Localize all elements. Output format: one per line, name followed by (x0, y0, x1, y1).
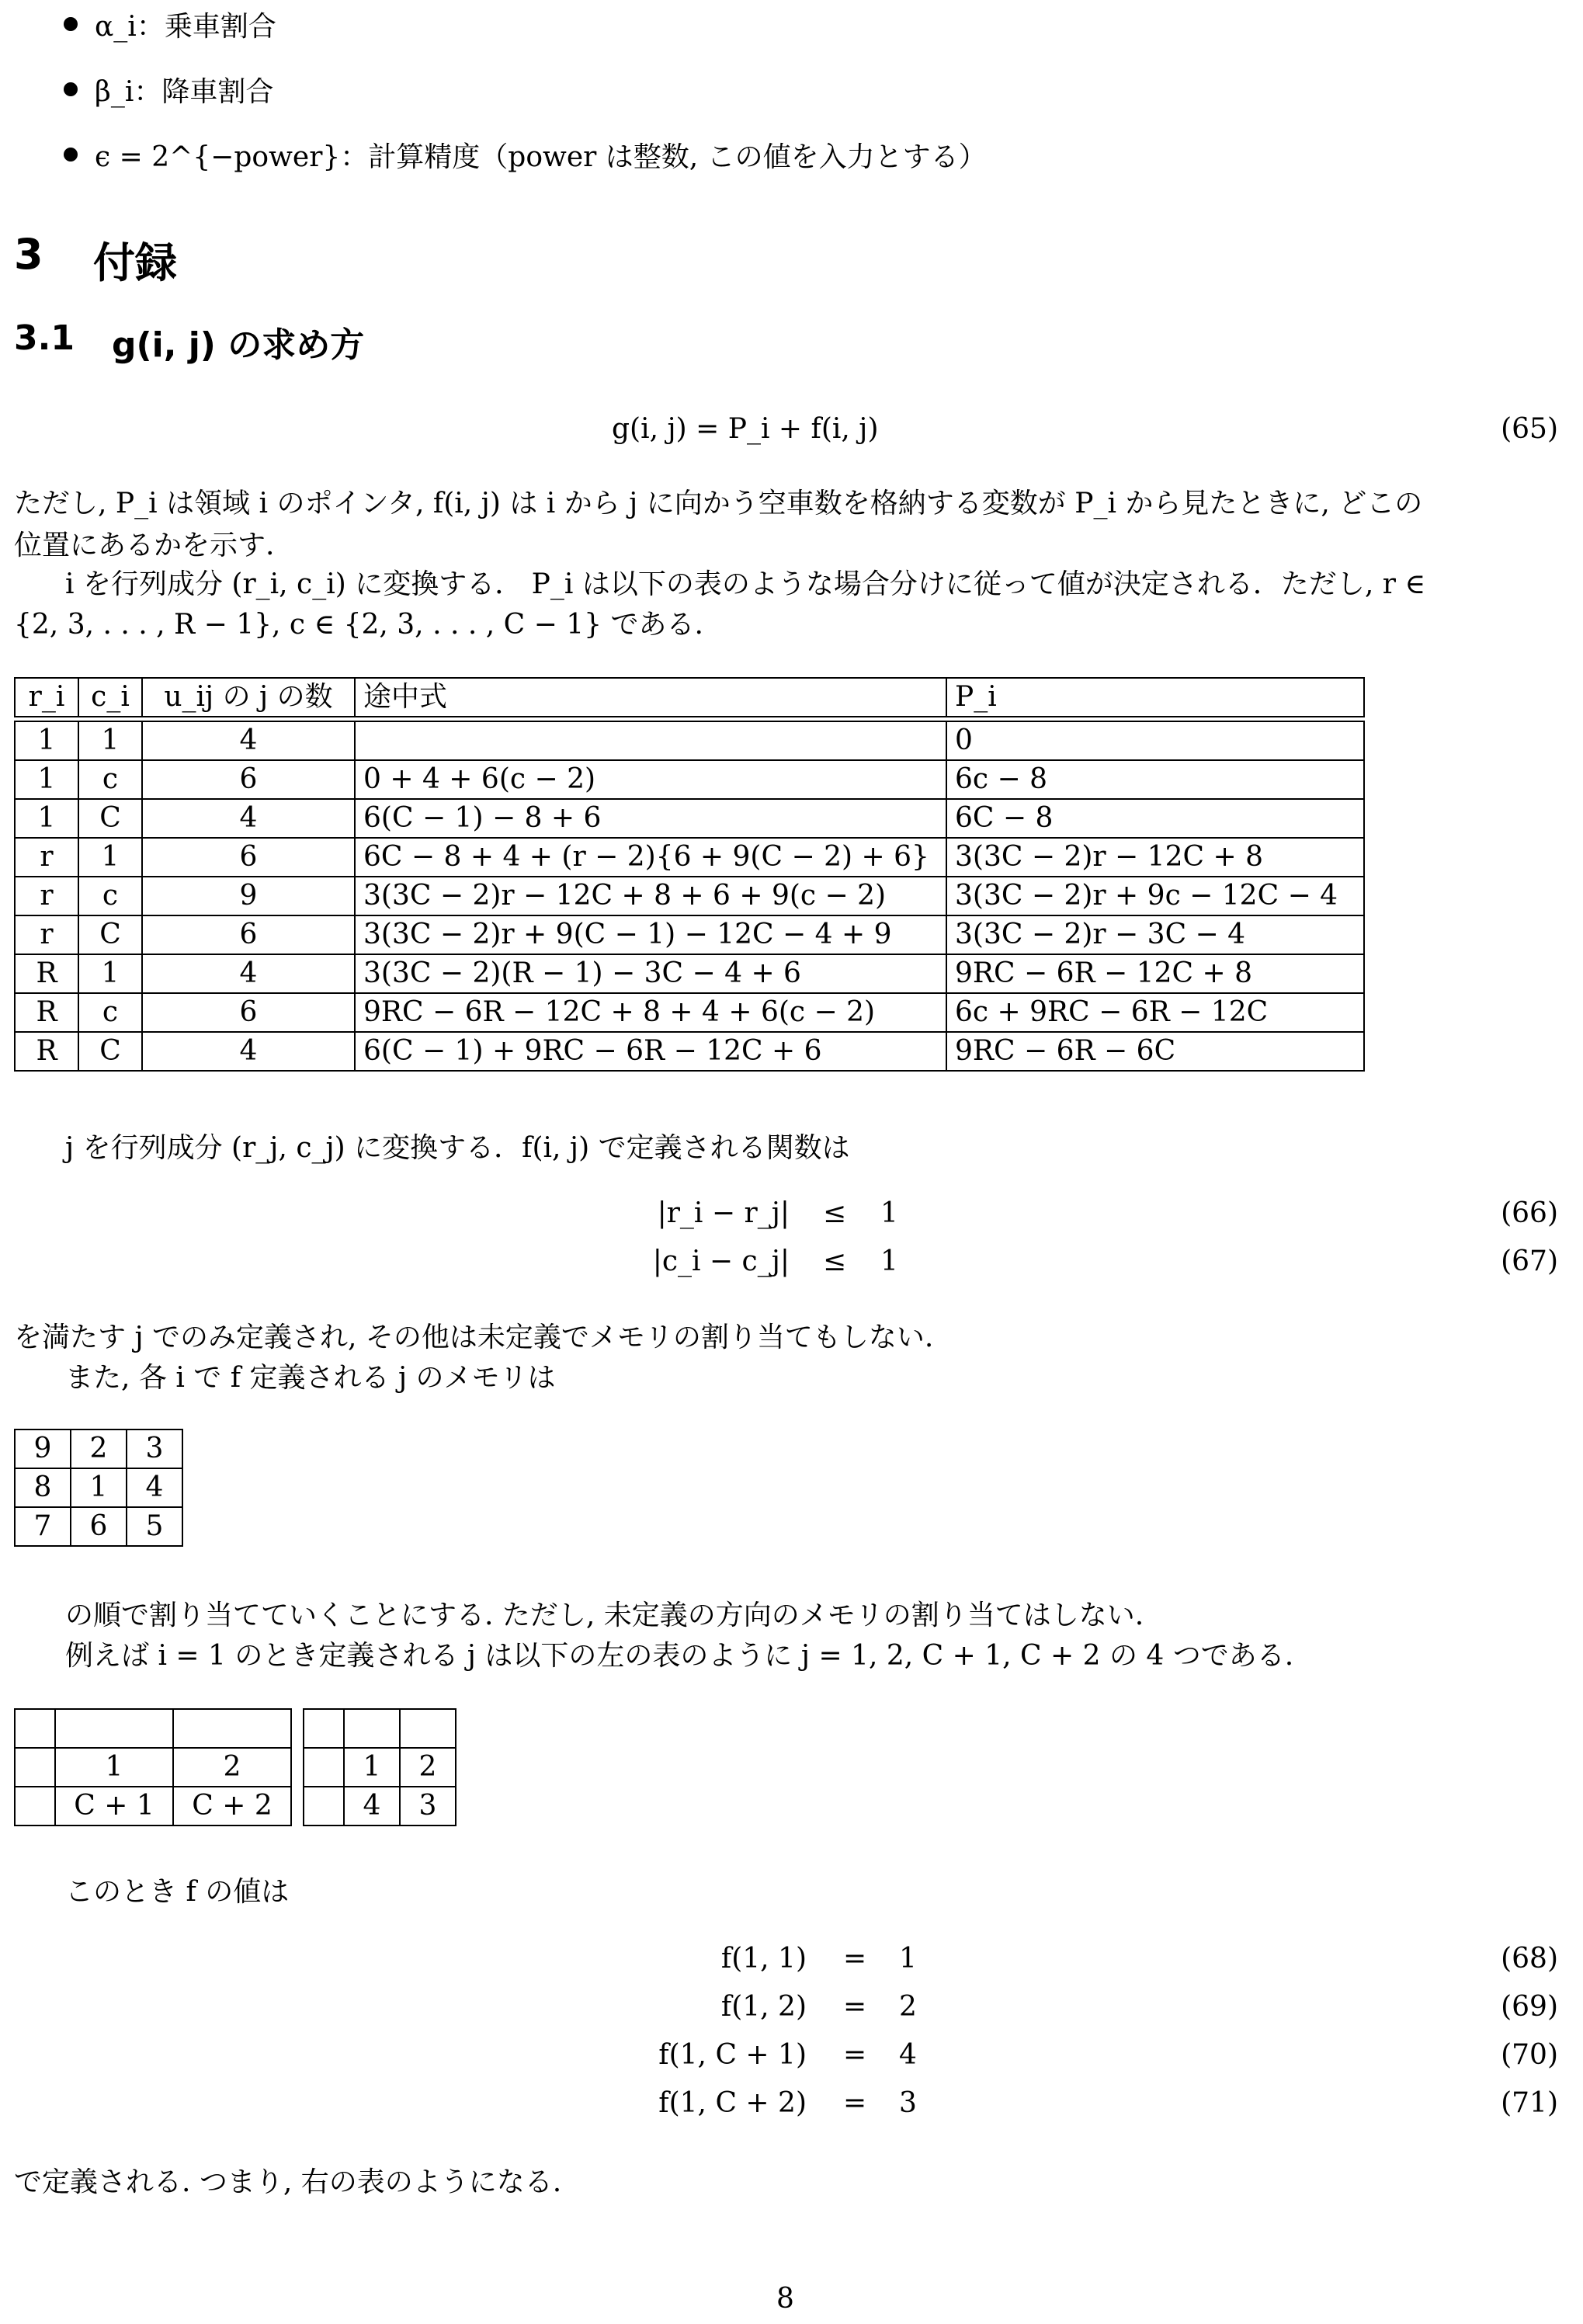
grid-cell (304, 1787, 344, 1826)
grid-row (15, 1429, 182, 1468)
bullet-dot (64, 17, 78, 31)
table-cell: 1 (78, 721, 142, 760)
paragraph-line: {2, 3, . . . , R − 1}, c ∈ {2, 3, . . . , C − 1} である. (14, 609, 703, 641)
grid-row (15, 1748, 291, 1787)
table-cell: 3(3C − 2)r + 9(C − 1) − 12C − 4 + 9 (355, 915, 946, 954)
memory-order-grid (14, 1429, 183, 1547)
equation-number: (71) (1501, 2087, 1558, 2119)
grid-cell: 1 (71, 1468, 127, 1507)
table-row (15, 760, 1364, 799)
pointer-table (14, 677, 1365, 1072)
table-cell: 1 (15, 760, 78, 799)
grid-cell: 5 (127, 1507, 182, 1546)
table-cell: 4 (142, 799, 355, 838)
grid-cell (55, 1709, 173, 1748)
grid-row (304, 1748, 456, 1787)
grid-cell: 4 (344, 1787, 400, 1826)
table-cell: C (78, 915, 142, 954)
equation-rhs: 2 (899, 1991, 917, 2023)
equation-op: ≤ (823, 1197, 847, 1229)
table-cell (355, 721, 946, 760)
subsection-number: 3.1 (14, 318, 75, 358)
table-cell: 4 (142, 721, 355, 760)
paragraph-line: 位置にあるかを示す. (14, 530, 275, 561)
bullet-dot (64, 82, 78, 96)
equation-number: (68) (1501, 1943, 1558, 1975)
section-number: 3 (14, 230, 43, 279)
paragraph-line: 例えば i = 1 のとき定義される j は以下の左の表のように j = 1, 2, C + 1, C + 2 の 4 つである. (65, 1640, 1294, 1672)
grid-cell (15, 1709, 55, 1748)
grid-cell: 7 (15, 1507, 71, 1546)
table-cell: 9 (142, 877, 355, 915)
paragraph-line: i を行列成分 (r_i, c_i) に変換する． P_i は以下の表のような場合分けに従って値が決定される．ただし, r ∈ (65, 568, 1426, 600)
table-cell: 6 (142, 915, 355, 954)
grid-cell: C + 1 (55, 1787, 173, 1826)
grid-cell (15, 1748, 55, 1787)
paragraph-line: このとき f の値は (65, 1876, 290, 1908)
table-cell: 9RC − 6R − 12C + 8 + 4 + 6(c − 2) (355, 993, 946, 1032)
equation-number: (70) (1501, 2039, 1558, 2071)
table-cell: 6(C − 1) − 8 + 6 (355, 799, 946, 838)
equation-rhs: 1 (880, 1245, 898, 1277)
table-header: P_i (946, 678, 1364, 717)
table-cell: r (15, 915, 78, 954)
left-table (14, 1708, 292, 1826)
grid-cell (15, 1787, 55, 1826)
table-cell: 6 (142, 760, 355, 799)
right-table (303, 1708, 457, 1826)
grid-row (304, 1709, 456, 1748)
paragraph-line: j を行列成分 (r_j, c_j) に変換する．f(i, j) で定義される関数は (65, 1132, 850, 1164)
equation-rhs: 1 (899, 1943, 917, 1975)
paragraph-line: で定義される. つまり, 右の表のようになる. (14, 2166, 562, 2198)
grid-cell (173, 1709, 291, 1748)
equation-lhs: |c_i − c_j| (652, 1245, 790, 1277)
table-header: u_ij の j の数 (142, 678, 355, 717)
table-cell: 3(3C − 2)r + 9c − 12C − 4 (946, 877, 1364, 915)
table-row (15, 721, 1364, 760)
table-cell: 4 (142, 1032, 355, 1071)
bullet-item-beta: β_i：降車割合 (95, 76, 274, 108)
grid-cell (304, 1709, 344, 1748)
grid-cell: 4 (127, 1468, 182, 1507)
grid-cell (400, 1709, 456, 1748)
grid-cell: 2 (173, 1748, 291, 1787)
grid-cell: 1 (344, 1748, 400, 1787)
grid-cell: 1 (55, 1748, 173, 1787)
table-cell: 0 (946, 721, 1364, 760)
equation-rhs: 3 (899, 2087, 917, 2119)
grid-row (304, 1787, 456, 1826)
page-number: 8 (776, 2283, 794, 2315)
table-cell: 6 (142, 838, 355, 877)
equation-number: (66) (1501, 1197, 1558, 1229)
equation-op: = (843, 1991, 867, 2023)
equation-number: (67) (1501, 1245, 1558, 1277)
table-cell: c (78, 993, 142, 1032)
table-cell: R (15, 993, 78, 1032)
table-cell: 0 + 4 + 6(c − 2) (355, 760, 946, 799)
table-header: r_i (15, 678, 78, 717)
table-cell: 9RC − 6R − 12C + 8 (946, 954, 1364, 993)
table-row (15, 799, 1364, 838)
equation-rhs: 1 (880, 1197, 898, 1229)
table-cell: c (78, 760, 142, 799)
table-header-row (15, 678, 1364, 717)
bullet-item-epsilon: ϵ = 2^{−power}：計算精度（power は整数, この値を入力とする） (95, 141, 987, 173)
table-row (15, 877, 1364, 915)
equation-lhs: f(1, 2) (720, 1991, 807, 2023)
equation-op: = (843, 2087, 867, 2119)
table-cell: 3(3C − 2)r − 12C + 8 + 6 + 9(c − 2) (355, 877, 946, 915)
table-cell: r (15, 877, 78, 915)
paragraph-line: また, 各 i で f 定義される j のメモリは (65, 1362, 556, 1394)
grid-cell: 6 (71, 1507, 127, 1546)
grid-row (15, 1468, 182, 1507)
table-row (15, 838, 1364, 877)
table-row (15, 915, 1364, 954)
equation-number: (65) (1501, 413, 1558, 445)
equation-lhs: f(1, C + 1) (658, 2039, 807, 2071)
paragraph-line: を満たす j でのみ定義され, その他は未定義でメモリの割り当てもしない. (14, 1322, 934, 1353)
table-cell: 1 (78, 838, 142, 877)
table-row (15, 993, 1364, 1032)
table-cell: 4 (142, 954, 355, 993)
bullet-dot (64, 148, 78, 162)
grid-cell: 8 (15, 1468, 71, 1507)
equation-rhs: 4 (899, 2039, 917, 2071)
table-row (15, 954, 1364, 993)
grid-cell: 3 (127, 1429, 182, 1468)
table-cell: C (78, 1032, 142, 1071)
table-cell: R (15, 1032, 78, 1071)
grid-cell: 9 (15, 1429, 71, 1468)
equation-op: ≤ (823, 1245, 847, 1277)
subsection-title: g(i, j) の求め方 (112, 325, 365, 365)
grid-row (15, 1787, 291, 1826)
table-cell: R (15, 954, 78, 993)
grid-cell: C + 2 (173, 1787, 291, 1826)
grid-cell (304, 1748, 344, 1787)
bullet-item-alpha: α_i：乗車割合 (95, 11, 276, 43)
table-header: 途中式 (355, 678, 946, 717)
table-cell: 3(3C − 2)(R − 1) − 3C − 4 + 6 (355, 954, 946, 993)
equation-lhs: f(1, C + 2) (658, 2087, 807, 2119)
grid-cell: 2 (400, 1748, 456, 1787)
grid-cell: 3 (400, 1787, 456, 1826)
table-cell: 3(3C − 2)r − 3C − 4 (946, 915, 1364, 954)
equation-65: g(i, j) = P_i + f(i, j) (612, 413, 879, 445)
grid-row (15, 1709, 291, 1748)
grid-row (15, 1507, 182, 1546)
grid-cell: 2 (71, 1429, 127, 1468)
paragraph-line: の順で割り当てていくことにする. ただし, 未定義の方向のメモリの割り当てはしない. (65, 1600, 1144, 1631)
table-cell: c (78, 877, 142, 915)
equation-op: = (843, 2039, 867, 2071)
table-cell: 3(3C − 2)r − 12C + 8 (946, 838, 1364, 877)
table-cell: 6c − 8 (946, 760, 1364, 799)
table-cell: 9RC − 6R − 6C (946, 1032, 1364, 1071)
equation-lhs: |r_i − r_j| (657, 1197, 790, 1229)
equation-lhs: f(1, 1) (720, 1943, 807, 1975)
table-cell: 6C − 8 + 4 + (r − 2){6 + 9(C − 2) + 6} (355, 838, 946, 877)
table-cell: 1 (15, 721, 78, 760)
equation-op: = (843, 1943, 867, 1975)
section-title: 付録 (93, 238, 177, 287)
paragraph-line: ただし, P_i は領域 i のポインタ, f(i, j) は i から j に向かう空車数を格納する変数が P_i から見たときに, どこの (14, 488, 1423, 519)
table-cell: 1 (15, 799, 78, 838)
table-cell: 6(C − 1) + 9RC − 6R − 12C + 6 (355, 1032, 946, 1071)
table-cell: 1 (78, 954, 142, 993)
table-cell: 6 (142, 993, 355, 1032)
table-header: c_i (78, 678, 142, 717)
equation-number: (69) (1501, 1991, 1558, 2023)
grid-cell (344, 1709, 400, 1748)
table-cell: 6C − 8 (946, 799, 1364, 838)
table-cell: 6c + 9RC − 6R − 12C (946, 993, 1364, 1032)
table-row (15, 1032, 1364, 1071)
table-cell: r (15, 838, 78, 877)
table-cell: C (78, 799, 142, 838)
